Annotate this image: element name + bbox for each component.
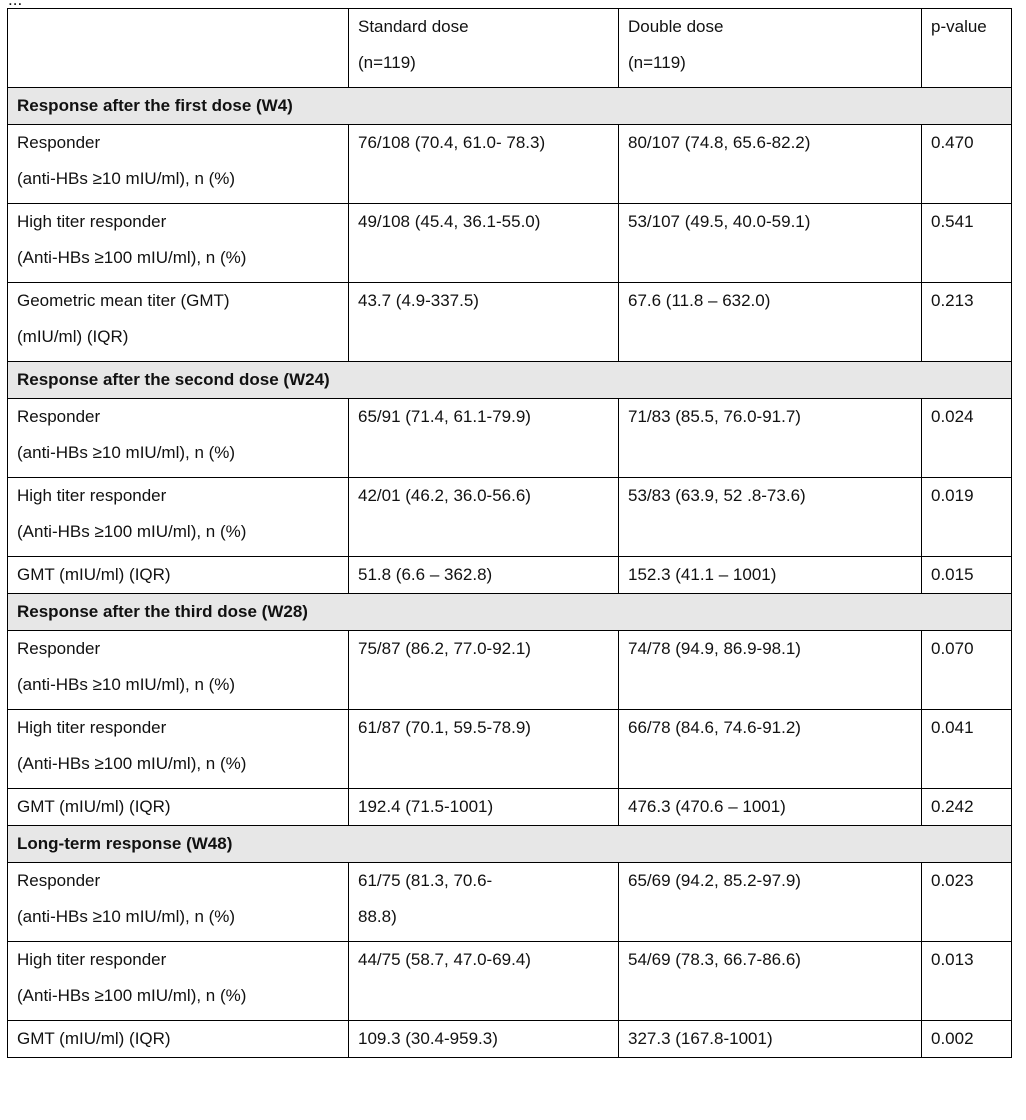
measure-label: Responder [17, 639, 101, 658]
measure-cell [8, 631, 349, 710]
table-row [8, 204, 1012, 283]
standard-dose-cell [349, 1021, 619, 1058]
standard-dose-value-cont: 88.8) [358, 907, 397, 926]
double-dose-cell: 65/69 (94.2, 85.2-97.9) [619, 863, 922, 942]
table-row [8, 710, 1012, 789]
header-row [8, 9, 1012, 88]
p-value-cell: 0.019 [922, 478, 1012, 557]
p-value-cell: 0.541 [922, 204, 1012, 283]
double-dose-cell: 54/69 (78.3, 66.7-86.6) [619, 942, 922, 1021]
double-dose-cell: 66/78 (84.6, 74.6-91.2) [619, 710, 922, 789]
double-dose-cell: 476.3 (470.6 – 1001) [619, 789, 922, 826]
double-dose-cell: 327.3 (167.8-1001) [619, 1021, 922, 1058]
standard-dose-value: 109.3 (30.4-959.3) [358, 1029, 498, 1048]
measure-cell [8, 710, 349, 789]
table-row [8, 863, 1012, 942]
double-dose-cell: 80/107 (74.8, 65.6-82.2) [619, 125, 922, 204]
double-dose-cell: 71/83 (85.5, 76.0-91.7) [619, 399, 922, 478]
measure-cell [8, 789, 349, 826]
measure-label: High titer responder [17, 486, 167, 505]
table-row [8, 125, 1012, 204]
section-title: Response after the third dose (W28) [8, 594, 1012, 631]
standard-dose-cell [349, 557, 619, 594]
standard-dose-value: 44/75 (58.7, 47.0-69.4) [358, 950, 531, 969]
header-double-dose-n: (n=119) [628, 53, 686, 72]
measure-cell [8, 863, 349, 942]
measure-cell [8, 942, 349, 1021]
measure-sublabel: (anti-HBs ≥10 mIU/ml), n (%) [17, 675, 236, 694]
measure-label: High titer responder [17, 950, 167, 969]
measure-label: GMT (mIU/ml) (IQR) [17, 797, 171, 816]
measure-cell [8, 399, 349, 478]
section-row [8, 594, 1012, 631]
header-standard-dose-label: Standard dose [358, 17, 469, 36]
measure-cell [8, 204, 349, 283]
standard-dose-value: 192.4 (71.5-1001) [358, 797, 494, 816]
p-value-cell: 0.002 [922, 1021, 1012, 1058]
section-title: Long-term response (W48) [8, 826, 1012, 863]
standard-dose-cell [349, 478, 619, 557]
results-table [7, 8, 1012, 1058]
standard-dose-cell [349, 125, 619, 204]
double-dose-cell: 53/83 (63.9, 52 .8-73.6) [619, 478, 922, 557]
section-row [8, 826, 1012, 863]
standard-dose-cell [349, 399, 619, 478]
measure-label: Responder [17, 871, 101, 890]
standard-dose-value: 61/87 (70.1, 59.5-78.9) [358, 718, 531, 737]
standard-dose-value: 76/108 (70.4, 61.0- 78.3) [358, 133, 546, 152]
table-row [8, 557, 1012, 594]
section-row [8, 362, 1012, 399]
measure-label: High titer responder [17, 718, 167, 737]
p-value-cell: 0.015 [922, 557, 1012, 594]
double-dose-cell: 74/78 (94.9, 86.9-98.1) [619, 631, 922, 710]
measure-cell [8, 125, 349, 204]
measure-cell [8, 1021, 349, 1058]
measure-label: Responder [17, 407, 101, 426]
section-row [8, 88, 1012, 125]
measure-sublabel: (mIU/ml) (IQR) [17, 327, 129, 346]
header-standard-dose-n: (n=119) [358, 53, 416, 72]
measure-sublabel: (anti-HBs ≥10 mIU/ml), n (%) [17, 907, 236, 926]
p-value-cell: 0.070 [922, 631, 1012, 710]
measure-label: Responder [17, 133, 101, 152]
table-row [8, 942, 1012, 1021]
standard-dose-value: 75/87 (86.2, 77.0-92.1) [358, 639, 531, 658]
measure-sublabel: (Anti-HBs ≥100 mIU/ml), n (%) [17, 522, 247, 541]
section-title: Response after the second dose (W24) [8, 362, 1012, 399]
measure-label: Geometric mean titer (GMT) [17, 291, 230, 310]
standard-dose-cell [349, 631, 619, 710]
standard-dose-cell [349, 942, 619, 1021]
measure-cell [8, 557, 349, 594]
header-standard-dose [349, 9, 619, 88]
double-dose-cell: 67.6 (11.8 – 632.0) [619, 283, 922, 362]
table-row [8, 478, 1012, 557]
p-value-cell: 0.013 [922, 942, 1012, 1021]
p-value-cell: 0.024 [922, 399, 1012, 478]
measure-sublabel: (Anti-HBs ≥100 mIU/ml), n (%) [17, 754, 247, 773]
standard-dose-cell [349, 710, 619, 789]
measure-sublabel: (anti-HBs ≥10 mIU/ml), n (%) [17, 169, 236, 188]
standard-dose-value: 51.8 (6.6 – 362.8) [358, 565, 493, 584]
standard-dose-value: 65/91 (71.4, 61.1-79.9) [358, 407, 531, 426]
standard-dose-value: 43.7 (4.9-337.5) [358, 291, 479, 310]
table-row [8, 789, 1012, 826]
double-dose-cell: 53/107 (49.5, 40.0-59.1) [619, 204, 922, 283]
standard-dose-cell [349, 789, 619, 826]
measure-sublabel: (Anti-HBs ≥100 mIU/ml), n (%) [17, 248, 247, 267]
standard-dose-cell [349, 204, 619, 283]
header-p-value: p-value [922, 9, 1012, 88]
table-row [8, 283, 1012, 362]
p-value-cell: 0.242 [922, 789, 1012, 826]
measure-label: GMT (mIU/ml) (IQR) [17, 565, 171, 584]
measure-sublabel: (Anti-HBs ≥100 mIU/ml), n (%) [17, 986, 247, 1005]
measure-sublabel: (anti-HBs ≥10 mIU/ml), n (%) [17, 443, 236, 462]
p-value-cell: 0.470 [922, 125, 1012, 204]
standard-dose-value: 42/01 (46.2, 36.0-56.6) [358, 486, 531, 505]
standard-dose-cell [349, 283, 619, 362]
table-row [8, 1021, 1012, 1058]
standard-dose-value: 61/75 (81.3, 70.6- [358, 871, 493, 890]
p-value-cell: 0.213 [922, 283, 1012, 362]
standard-dose-cell [349, 863, 619, 942]
measure-cell [8, 283, 349, 362]
header-double-dose-label: Double dose [628, 17, 724, 36]
measure-label: GMT (mIU/ml) (IQR) [17, 1029, 171, 1048]
measure-label: High titer responder [17, 212, 167, 231]
p-value-cell: 0.023 [922, 863, 1012, 942]
standard-dose-value: 49/108 (45.4, 36.1-55.0) [358, 212, 541, 231]
header-double-dose [619, 9, 922, 88]
measure-cell [8, 478, 349, 557]
p-value-cell: 0.041 [922, 710, 1012, 789]
table-row [8, 399, 1012, 478]
header-empty-cell [8, 9, 349, 88]
table-row [8, 631, 1012, 710]
section-title: Response after the first dose (W4) [8, 88, 1012, 125]
double-dose-cell: 152.3 (41.1 – 1001) [619, 557, 922, 594]
